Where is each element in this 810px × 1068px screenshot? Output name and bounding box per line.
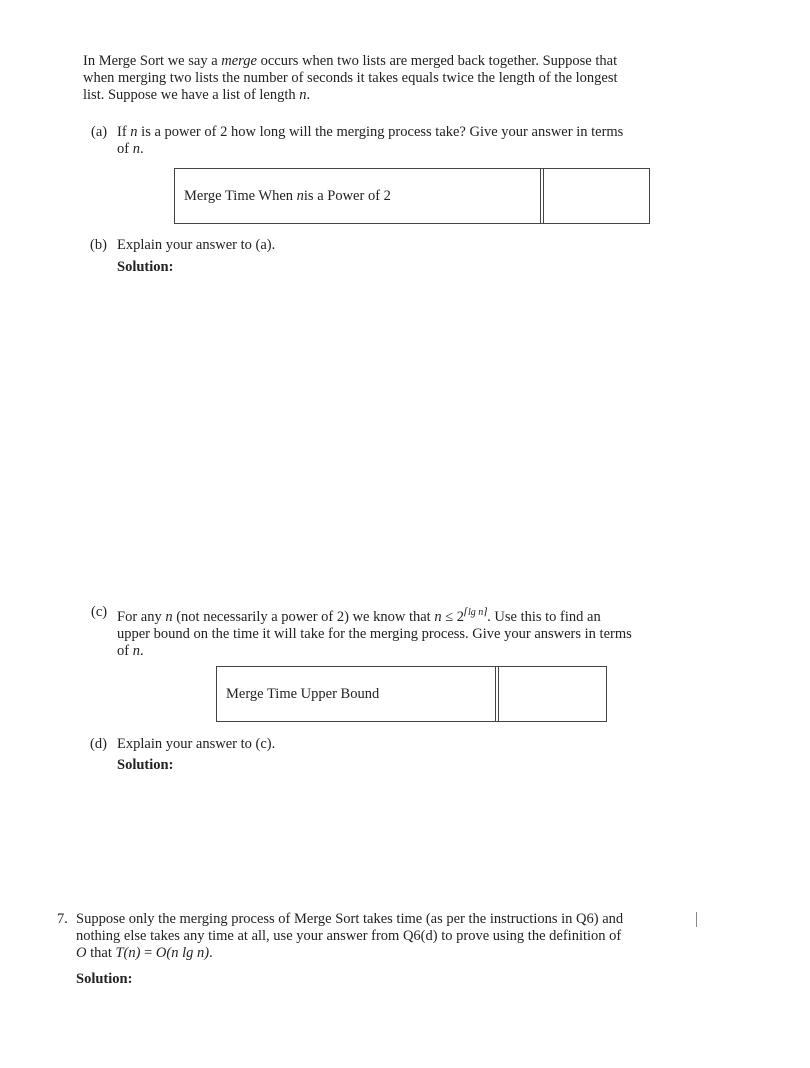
intro-line-1: In Merge Sort we say a merge occurs when two lists are merged back together. Suppose that bbox=[83, 53, 618, 69]
part-d-question: Explain your answer to (c). bbox=[117, 736, 276, 752]
part-a-answer-label: Merge Time When n is a Power of 2 bbox=[175, 169, 541, 223]
part-a-question: If n is a power of 2 how long will the merging process take? Give your answer in terms of n. bbox=[117, 124, 624, 157]
part-a-marker: (a) bbox=[91, 124, 108, 140]
q7-solution-area[interactable] bbox=[76, 992, 706, 1062]
part-d-solution-area[interactable] bbox=[117, 778, 713, 888]
part-b-marker: (b) bbox=[90, 237, 107, 253]
big-o-symbol: O bbox=[76, 945, 87, 961]
part-c-answer-field[interactable] bbox=[499, 667, 606, 721]
part-c-question: For any n (not necessarily a power of 2) we know that $n \le 2^{⌈lg n⌉}$. Use this to find an upper bound on the time it will take for the merging process. Give your answers in terms of n. bbox=[117, 607, 632, 659]
part-c-marker: (c) bbox=[91, 604, 108, 620]
part-d-marker: (d) bbox=[90, 736, 107, 752]
part-d-solution-label: Solution: bbox=[117, 757, 174, 773]
merge-term: merge bbox=[221, 53, 257, 69]
part-c-answer-box bbox=[216, 666, 607, 722]
part-a-answer-field[interactable] bbox=[544, 169, 649, 223]
part-b-question: Explain your answer to (a). bbox=[117, 237, 276, 253]
margin-mark bbox=[696, 912, 697, 927]
part-b-solution-label: Solution: bbox=[117, 259, 174, 275]
part-b-solution-area[interactable] bbox=[117, 280, 713, 580]
q7-question: Suppose only the merging process of Merge Sort takes time (as per the instructions in Q6) and nothing else takes any time at all, use your answer from Q6(d) to prove using the definition of O that T(n) = O(n lg n). bbox=[76, 911, 624, 961]
q7-solution-label: Solution: bbox=[76, 971, 133, 987]
intro-line-2: when merging two lists the number of seconds it takes equals twice the length of the longest bbox=[83, 70, 618, 86]
intro-paragraph bbox=[83, 53, 713, 104]
ceiling-lg-exponent: ⌈lg n⌉ bbox=[464, 607, 488, 618]
intro-line-3: list. Suppose we have a list of length n. bbox=[83, 87, 311, 103]
q7-number: 7. bbox=[57, 911, 68, 927]
part-c-answer-label: Merge Time Upper Bound bbox=[217, 667, 496, 721]
part-a-answer-box bbox=[174, 168, 650, 224]
